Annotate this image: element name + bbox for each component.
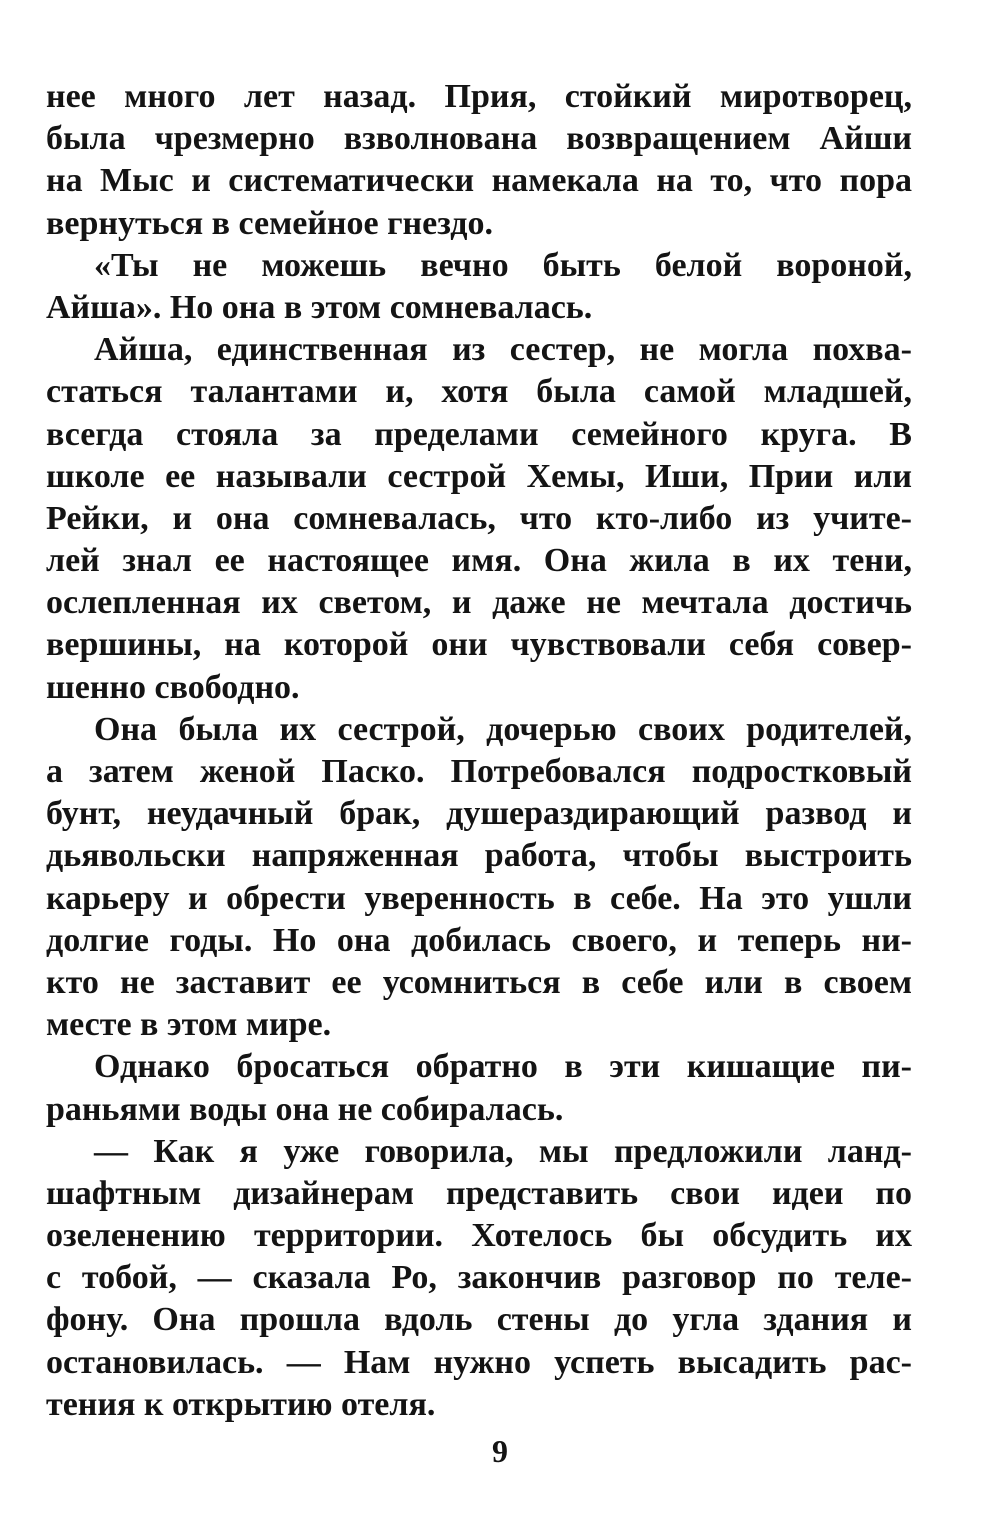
text-line: на Мыс и систематически намекала на то, что пора (46, 162, 912, 200)
text-line: бунт, неудачный брак, душераздирающий развод и (46, 795, 912, 833)
text-line: озеленению территории. Хотелось бы обсудить их (46, 1217, 912, 1255)
text-line: Однако бросаться обратно в эти кишащие пи- (94, 1048, 912, 1086)
text-line: нее много лет назад. Прия, стойкий миротворец, (46, 78, 912, 115)
text-line: статься талантами и, хотя была самой младшей, (46, 373, 912, 411)
text-line: Она была их сестрой, дочерью своих родителей, (94, 710, 912, 748)
text-line: лей знал ее настоящее имя. Она жила в их тени, (46, 542, 912, 580)
text-line: — Как я уже говорила, мы предложили ланд- (94, 1132, 912, 1170)
text-line: Рейки, и она сомневалась, что кто-либо из учите- (46, 499, 912, 537)
text-line: фону. Она прошла вдоль стены до угла здания и (46, 1301, 912, 1339)
page-number: 9 (492, 1433, 508, 1469)
text-line: Айша». Но она в этом сомневалась. (46, 288, 593, 326)
text-line: школе ее называли сестрой Хемы, Иши, Прии или (46, 457, 912, 495)
text-line: была чрезмерно взволнована возвращением Айши (46, 120, 912, 158)
body-text (46, 76, 912, 1426)
text-line: долгие годы. Но она добилась своего, и теперь ни- (46, 921, 912, 959)
text-line: кто не заставит ее усомниться в себе или в своем (46, 963, 912, 1001)
text-line: ослепленная их светом, и даже не мечтала достичь (46, 584, 912, 622)
text-line: месте в этом мире. (46, 1006, 332, 1044)
text-line: остановилась. — Нам нужно успеть высадить рас- (46, 1343, 912, 1381)
text-line: с тобой, — сказала Ро, закончив разговор по теле- (46, 1259, 912, 1297)
text-line: раньями воды она не собиралась. (46, 1090, 564, 1128)
text-line: шафтным дизайнерам представить свои идеи по (46, 1174, 912, 1212)
text-line: вернуться в семейное гнездо. (46, 204, 493, 242)
text-line: шенно свободно. (46, 668, 300, 706)
text-line: Айша, единственная из сестер, не могла похва- (94, 331, 912, 369)
text-line: а затем женой Паско. Потребовался подростковый (46, 753, 912, 790)
text-line: «Ты не можешь вечно быть белой вороной, (94, 246, 912, 284)
text-line: всегда стояла за пределами семейного круга. В (46, 415, 912, 453)
text-line: карьеру и обрести уверенность в себе. На это ушли (46, 879, 912, 917)
text-line: дьявольски напряженная работа, чтобы выстроить (46, 837, 912, 875)
text-line: вершины, на которой они чувствовали себя совер- (46, 626, 912, 664)
text-line: тения к открытию отеля. (46, 1385, 436, 1423)
